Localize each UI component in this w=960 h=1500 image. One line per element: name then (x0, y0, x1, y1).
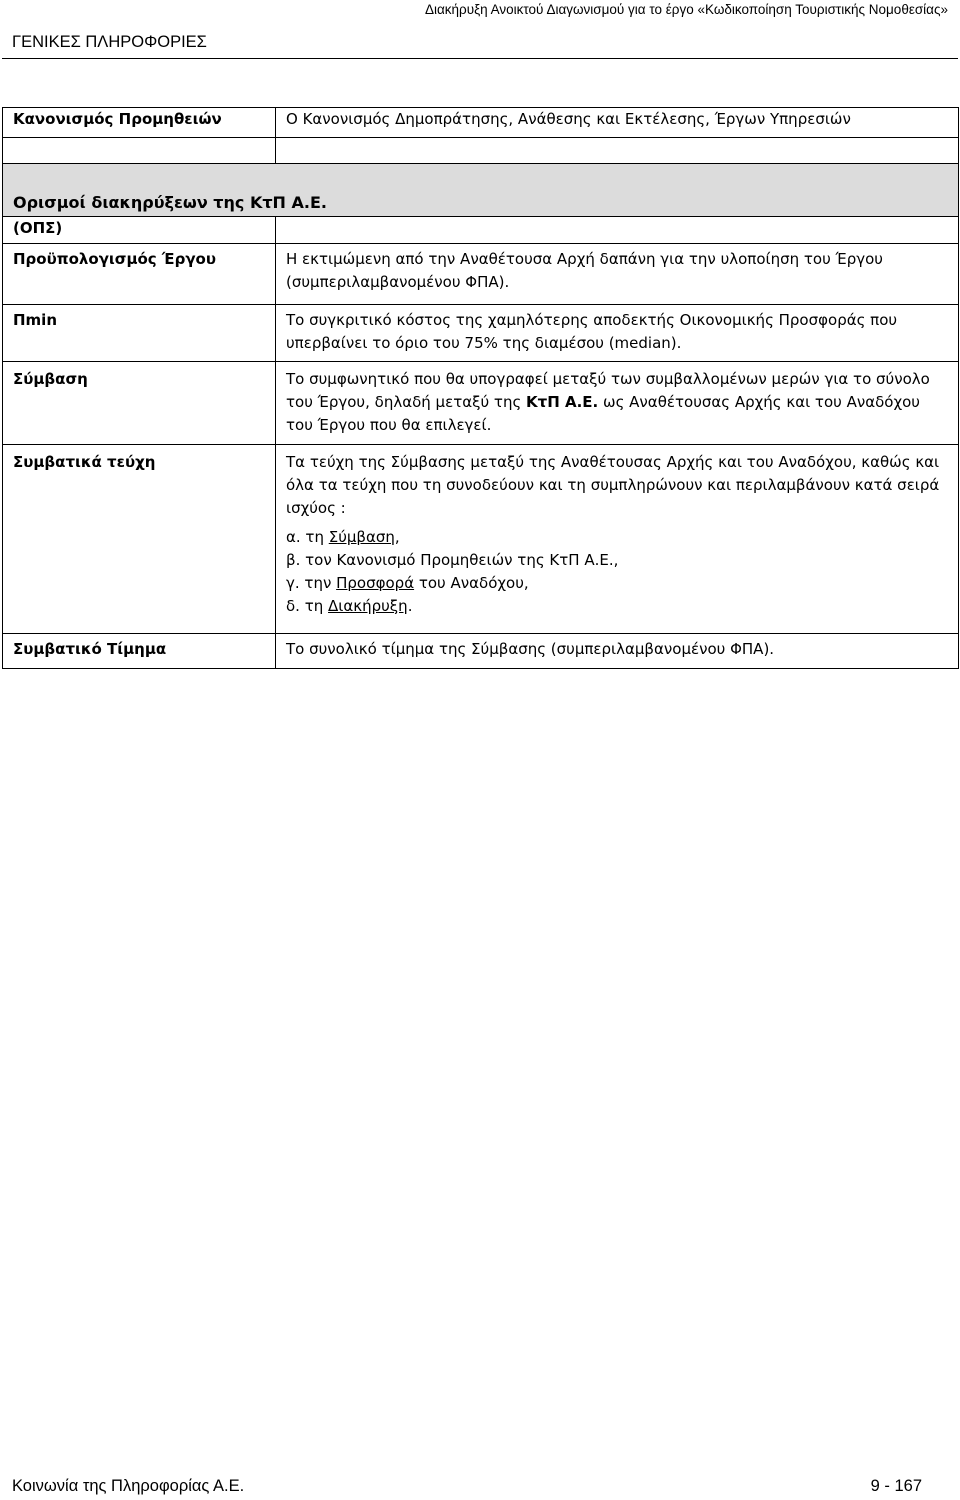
footer-page-number: 9 - 167 (870, 1477, 922, 1495)
ordered-list (286, 526, 948, 618)
term-cell: Σύμβαση (3, 362, 276, 445)
definition-text: ως Αναθέτουσας Αρχής και του Αναδόχου του Έργου που θα επιλεγεί. (286, 393, 920, 434)
page-header (0, 0, 960, 60)
list-item (286, 572, 948, 595)
definition-text: Τα τεύχη της Σύμβασης μεταξύ της Αναθέτουσας Αρχής και του Αναδόχου, καθώς και όλα τα τεύχη που τη συνοδεύουν και τη συμπληρώνουν και περιλαμβάνουν κατά σειρά ισχύος : (286, 453, 940, 517)
section-heading: ΓΕΝΙΚΕΣ ΠΛΗΡΟΦΟΡΙΕΣ (12, 33, 207, 51)
list-item (286, 526, 948, 549)
list-item-suffix: του Αναδόχου, (414, 574, 529, 592)
definition-text: Το συμφωνητικό που θα υπογραφεί μεταξύ των συμβαλλομένων μερών για το σύνολο του Έργου, δηλαδή μεταξύ της (286, 370, 930, 411)
term-cell: Συμβατικά τεύχη (3, 445, 276, 634)
document-title: Διακήρυξη Ανοικτού Διαγωνισμού για το έργο «Κωδικοποίηση Τουριστικής Νομοθεσίας» (424, 2, 948, 17)
section-row-heading: Ορισμοί διακηρύξεων της ΚτΠ Α.Ε. (3, 164, 959, 217)
term-cell: Προϋπολογισμός Έργου (3, 244, 276, 305)
table-row (3, 362, 959, 445)
table-row (3, 108, 959, 138)
table-row (3, 244, 959, 305)
table-row (3, 634, 959, 669)
definition-cell (276, 445, 959, 634)
table-row (3, 164, 959, 217)
list-item-prefix: α. τη (286, 528, 329, 546)
list-item-suffix: , (394, 528, 400, 546)
table-row (3, 445, 959, 634)
table-row (3, 138, 959, 164)
table-row (3, 217, 959, 244)
organization-name: ΚτΠ Α.Ε. (526, 393, 599, 411)
empty-cell (3, 138, 276, 164)
definition-cell: Ο Κανονισμός Δημοπράτησης, Ανάθεσης και Εκτέλεσης, Έργων Υπηρεσιών (276, 108, 959, 138)
footer-organization: Κοινωνία της Πληροφορίας Α.Ε. (12, 1477, 245, 1495)
empty-cell (276, 217, 959, 244)
term-cell: Κανονισμός Προμηθειών (3, 108, 276, 138)
empty-cell (276, 138, 959, 164)
term-cell: Πmin (3, 305, 276, 362)
term-cell: Συμβατικό Τίμημα (3, 634, 276, 669)
definition-cell (276, 362, 959, 445)
list-item-prefix: δ. τη (286, 597, 329, 615)
table-row (3, 305, 959, 362)
list-item (286, 595, 948, 618)
list-item-prefix: γ. την (286, 574, 337, 592)
list-item-suffix: . (407, 597, 413, 615)
list-item: β. τον Κανονισμό Προμηθειών της ΚτΠ Α.Ε., (286, 551, 619, 569)
definition-cell: Το συγκριτικό κόστος της χαμηλότερης αποδεκτής Οικονομικής Προσφοράς που υπερβαίνει το όριο του 75% της διαμέσου (median). (276, 305, 959, 362)
definition-cell: Η εκτιμώμενη από την Αναθέτουσα Αρχή δαπάνη για την υλοποίηση του Έργου (συμπεριλαμβανομένου ΦΠΑ). (276, 244, 959, 305)
definitions-table (2, 107, 959, 669)
link-offer[interactable]: Προσφορά (336, 574, 415, 592)
definition-cell: Το συνολικό τίμημα της Σύμβασης (συμπεριλαμβανομένου ΦΠΑ). (276, 634, 959, 669)
header-divider (2, 58, 958, 59)
link-contract[interactable]: Σύμβαση (328, 528, 395, 546)
link-tender[interactable]: Διακήρυξη (328, 597, 408, 615)
term-cell: (ΟΠΣ) (3, 217, 276, 244)
